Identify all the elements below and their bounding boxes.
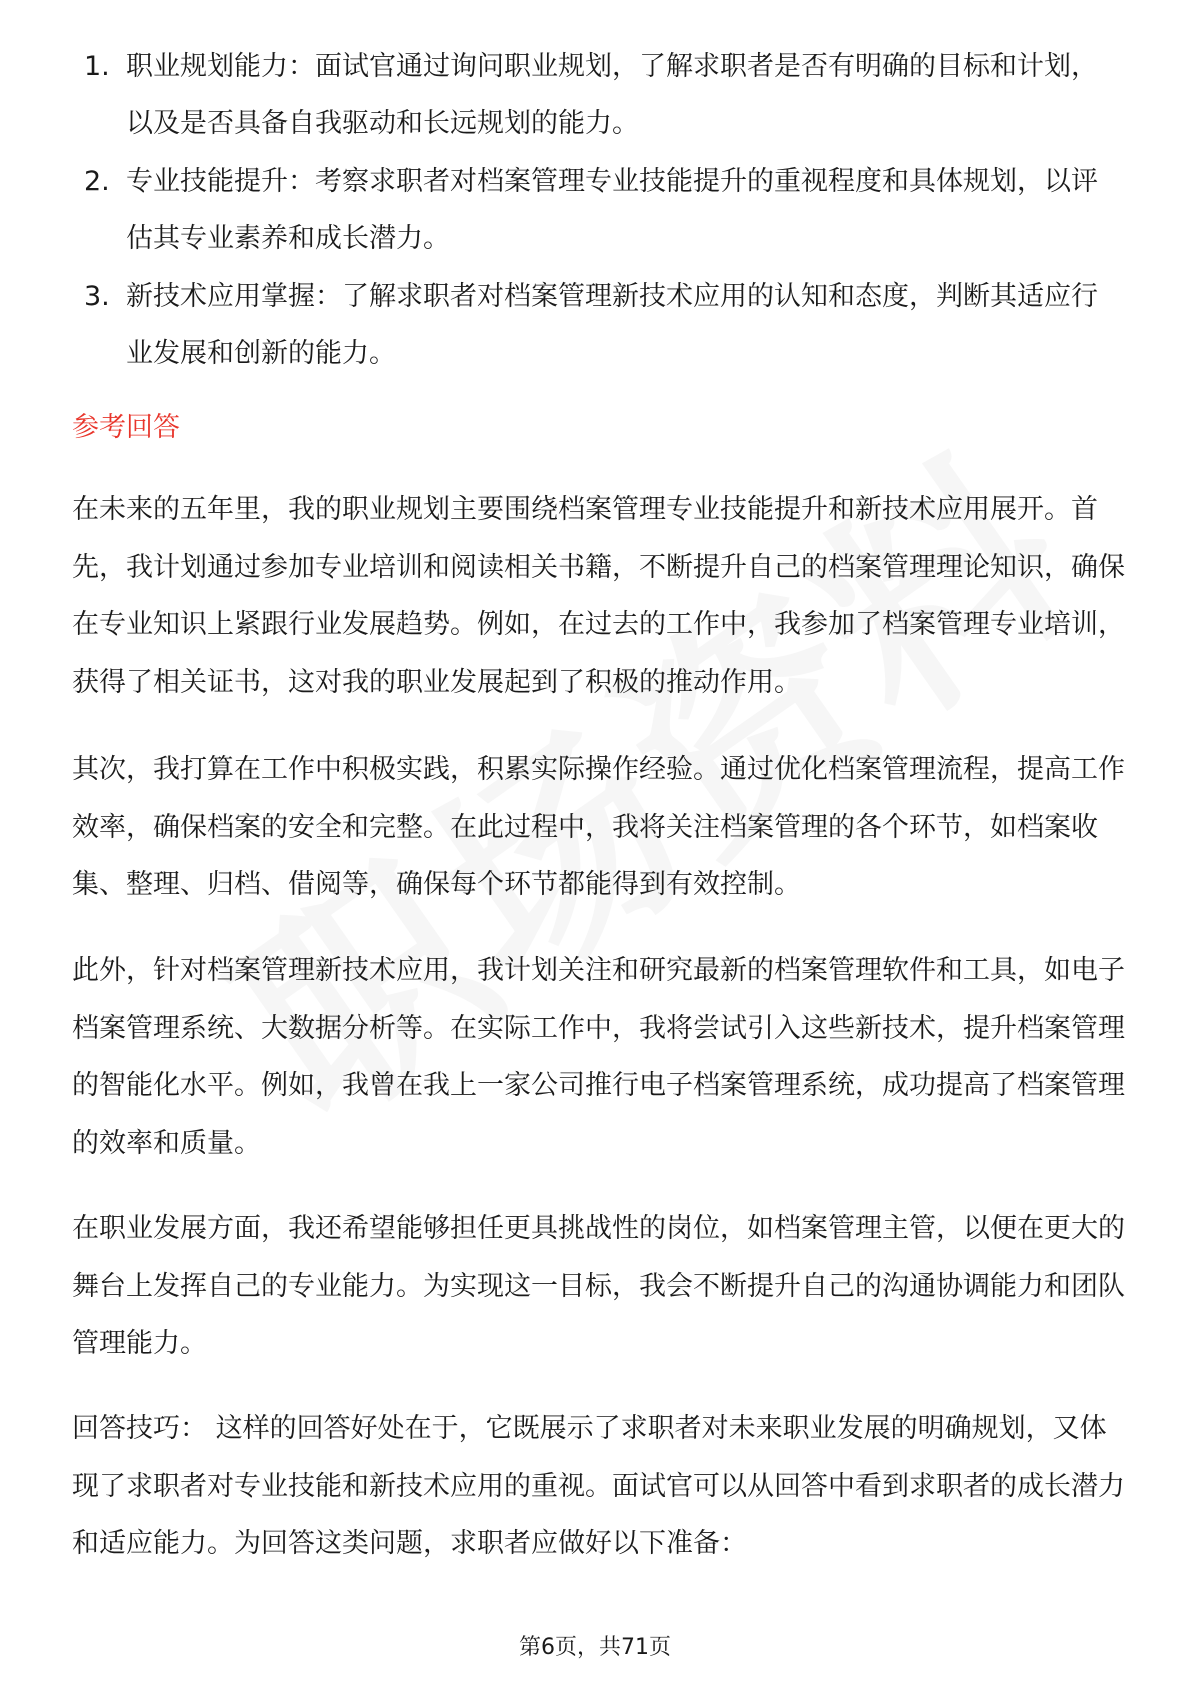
list-item-text: 专业技能提升：考察求职者对档案管理专业技能提升的重视程度和具体规划，以评估其专业素养和成长潜力。 <box>126 166 1098 254</box>
list-item <box>72 38 1122 152</box>
list-item <box>72 153 1122 267</box>
list-item-number: 1. <box>84 51 110 82</box>
evaluation-points-list <box>72 38 1122 383</box>
list-item-number: 3. <box>84 281 110 312</box>
answer-paragraph: 在职业发展方面，我还希望能够担任更具挑战性的岗位，如档案管理主管，以便在更大的舞台上发挥自己的专业能力。为实现这一目标，我会不断提升自己的沟通协调能力和团队管理能力。 <box>72 1213 1125 1359</box>
page-number-footer: 第6页，共71页 <box>519 1635 671 1660</box>
answer-paragraph: 其次，我打算在工作中积极实践，积累实际操作经验。通过优化档案管理流程，提高工作效率，确保档案的安全和完整。在此过程中，我将关注档案管理的各个环节，如档案收集、整理、归档、借阅等，确保每个环节都能得到有效控制。 <box>72 754 1125 900</box>
section-heading-reference-answer: 参考回答 <box>72 412 180 443</box>
list-item-text: 职业规划能力：面试官通过询问职业规划，了解求职者是否有明确的目标和计划，以及是否具备自我驱动和长远规划的能力。 <box>126 51 1098 139</box>
list-item <box>72 268 1122 382</box>
answer-paragraph: 在未来的五年里，我的职业规划主要围绕档案管理专业技能提升和新技术应用展开。首先，我计划通过参加专业培训和阅读相关书籍，不断提升自己的档案管理理论知识，确保在专业知识上紧跟行业发展趋势。例如，在过去的工作中，我参加了档案管理专业培训，获得了相关证书，这对我的职业发展起到了积极的推动作用。 <box>72 494 1125 698</box>
answer-paragraph: 此外，针对档案管理新技术应用，我计划关注和研究最新的档案管理软件和工具，如电子档案管理系统、大数据分析等。在实际工作中，我将尝试引入这些新技术，提升档案管理的智能化水平。例如，我曾在我上一家公司推行电子档案管理系统，成功提高了档案管理的效率和质量。 <box>72 955 1125 1159</box>
list-item-text: 新技术应用掌握：了解求职者对档案管理新技术应用的认知和态度，判断其适应行业发展和创新的能力。 <box>126 281 1098 369</box>
list-item-number: 2. <box>84 166 110 197</box>
answer-tips-paragraph: 回答技巧： 这样的回答好处在于，它既展示了求职者对未来职业发展的明确规划，又体现了求职者对专业技能和新技术应用的重视。面试官可以从回答中看到求职者的成长潜力和适应能力。为回答这类问题，求职者应做好以下准备： <box>72 1413 1125 1559</box>
